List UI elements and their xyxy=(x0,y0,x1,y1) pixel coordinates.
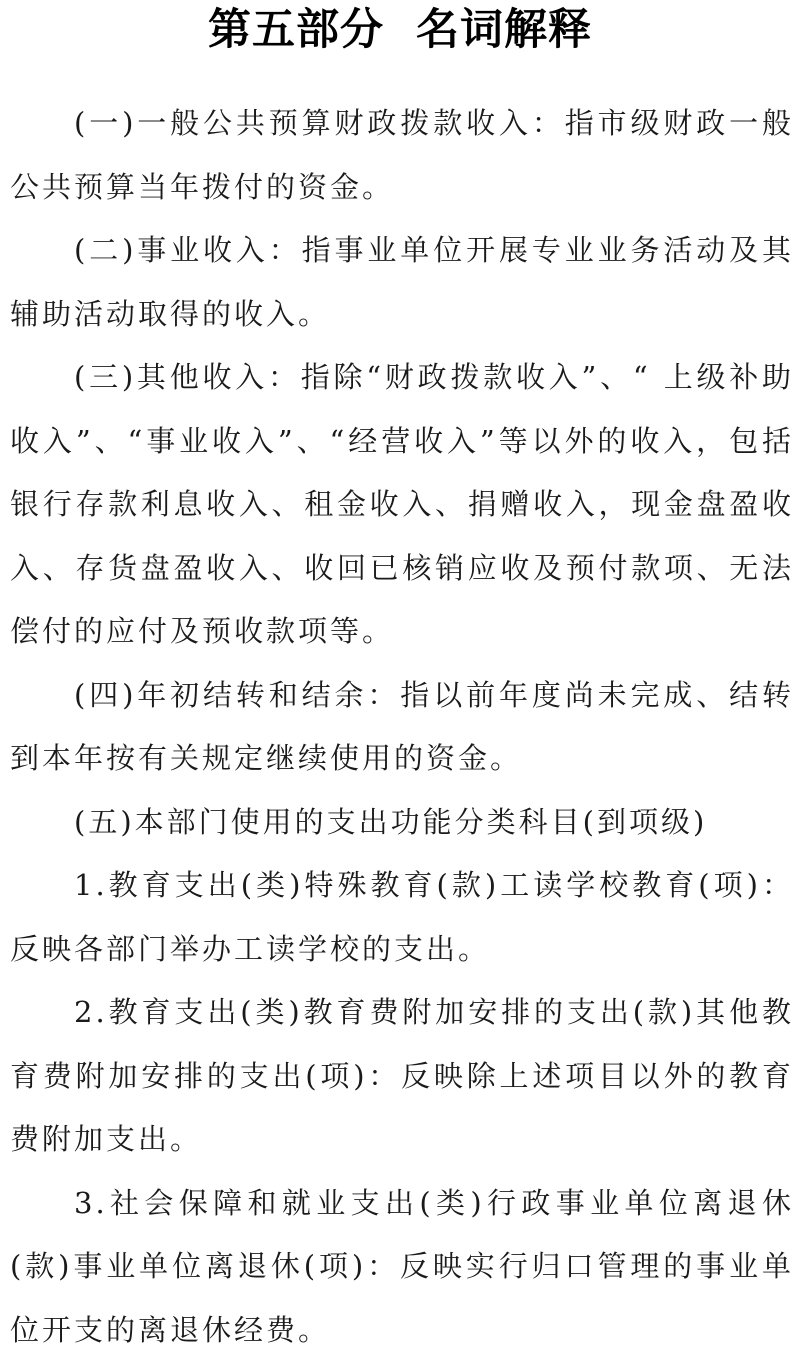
paragraph-carryover-balance: (四)年初结转和结余：指以前年度尚未完成、结转到本年按有关规定继续使用的资金。 xyxy=(10,664,794,791)
paragraph-expenditure-classification: (五)本部门使用的支出功能分类科目(到项级) xyxy=(10,791,794,855)
document-body xyxy=(10,92,794,1362)
paragraph-business-income: (二)事业收入：指事业单位开展专业业务活动及其辅助活动取得的收入。 xyxy=(10,219,794,346)
paragraph-item-1: 1.教育支出(类)特殊教育(款)工读学校教育(项)：反映各部门举办工读学校的支出。 xyxy=(10,854,794,981)
paragraph-item-3: 3.社会保障和就业支出(类)行政事业单位离退休(款)事业单位离退休(项)：反映实行归口管理的事业单位开支的离退休经费。 xyxy=(10,1172,794,1362)
paragraph-item-2: 2.教育支出(类)教育费附加安排的支出(款)其他教育费附加安排的支出(项)：反映除上述项目以外的教育费附加支出。 xyxy=(10,981,794,1172)
paragraph-general-budget-income: (一)一般公共预算财政拨款收入：指市级财政一般公共预算当年拨付的资金。 xyxy=(10,92,794,219)
paragraph-other-income: (三)其他收入：指除“财政拨款收入”、“ 上级补助收入”、“事业收入”、“经营收入”等以外的收入，包括银行存款利息收入、租金收入、捐赠收入，现金盘盈收入、存货盘盈收入、收回已核销应收及预付款项、无法偿付的应付及预收款项等。 xyxy=(10,346,794,664)
page-title: 第五部分 名词解释 xyxy=(0,2,800,58)
